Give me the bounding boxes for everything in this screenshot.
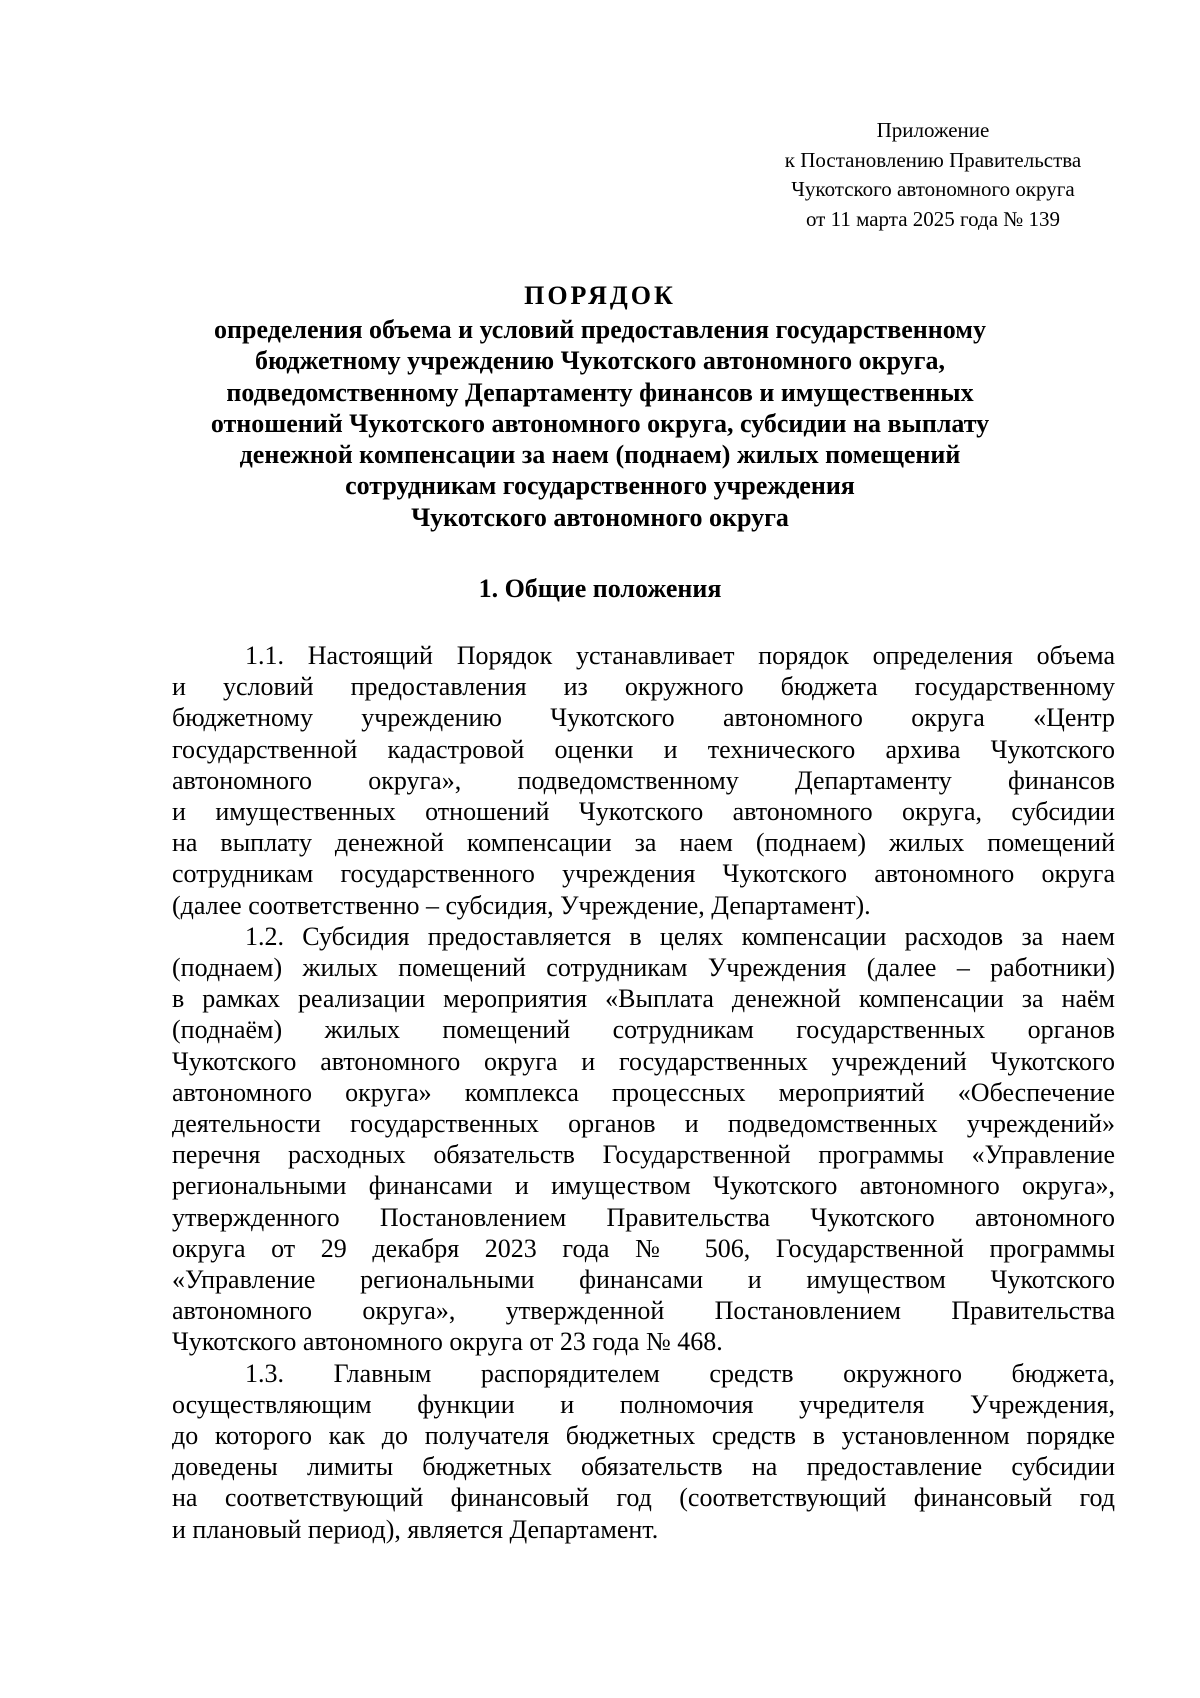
document-title: ПОРЯДОК [524, 281, 676, 310]
text-line: и плановый период), является Департамент. [172, 1514, 659, 1544]
text-line: деятельности государственных органов и подведомственных учреждений» [172, 1109, 1115, 1139]
appendix-line: Приложение [876, 118, 990, 142]
section-heading: 1. Общие положения [478, 574, 722, 603]
appendix-line: Чукотского автономного округа [791, 177, 1075, 201]
text-line: автономного округа» комплекса процессных мероприятий «Обеспечение [172, 1077, 1115, 1107]
text-line: перечня расходных обязательств Государственной программы «Управление [172, 1140, 1115, 1170]
subtitle-line: отношений Чукотского автономного округа, субсидии на выплату [210, 408, 990, 438]
text-line: на выплату денежной компенсации за наем (поднаем) жилых помещений [172, 828, 1115, 858]
text-line: автономного округа», подведомственному Департаменту финансов [172, 765, 1115, 795]
text-line: бюджетному учреждению Чукотского автономного округа «Центр [172, 703, 1115, 733]
section-body [172, 640, 1115, 1545]
paragraph-1-2 [172, 921, 1115, 1358]
text-line: доведены лимиты бюджетных обязательств на предоставление субсидии [172, 1452, 1115, 1482]
text-line: до которого как до получателя бюджетных средств в установленном порядке [172, 1421, 1115, 1451]
text-line: (далее соответственно – субсидия, Учреждение, Департамент). [172, 890, 871, 920]
text-line: региональными финансами и имуществом Чукотского автономного округа», [172, 1171, 1115, 1201]
appendix-line: к Постановлению Правительства [784, 147, 1082, 172]
text-line: государственной кадастровой оценки и технического архива Чукотского [172, 734, 1115, 764]
text-line: на соответствующий финансовый год (соответствующий финансовый год [172, 1483, 1115, 1513]
text-line: автономного округа», утвержденной Постановлением Правительства [172, 1296, 1115, 1326]
document-subtitle [100, 314, 1100, 533]
subtitle-line: бюджетному учреждению Чукотского автономного округа, [255, 346, 945, 376]
text-line: 1.2. Субсидия предоставляется в целях компенсации расходов за наем [245, 921, 1115, 951]
text-line: сотрудникам государственного учреждения Чукотского автономного округа [172, 859, 1115, 889]
text-line: в рамках реализации мероприятия «Выплата денежной компенсации за наём [172, 984, 1115, 1014]
text-line: утвержденного Постановлением Правительства Чукотского автономного [172, 1202, 1115, 1232]
subtitle-line: денежной компенсации за наем (поднаем) жилых помещений [239, 440, 961, 470]
text-line: Чукотского автономного округа и государственных учреждений Чукотского [172, 1046, 1115, 1076]
subtitle-line: подведомственному Департаменту финансов и имущественных [226, 377, 974, 407]
appendix-line: от 11 марта 2025 года № 139 [805, 206, 1061, 231]
text-line: (поднаём) жилых помещений сотрудникам государственных органов [172, 1015, 1115, 1045]
text-line: Чукотского автономного округа от 23 года № 468. [172, 1327, 723, 1357]
text-line: осуществляющим функции и полномочия учредителя Учреждения, [172, 1389, 1115, 1419]
text-line: и имущественных отношений Чукотского автономного округа, субсидии [172, 797, 1115, 827]
text-line: округа от 29 декабря 2023 года № 506, Государственной программы [172, 1233, 1115, 1263]
subtitle-line: Чукотского автономного округа [411, 502, 789, 532]
text-line: 1.1. Настоящий Порядок устанавливает порядок определения объема [245, 641, 1115, 670]
paragraph-1-3 [172, 1358, 1115, 1545]
text-line: (поднаем) жилых помещений сотрудникам Учреждения (далее – работники) [172, 953, 1115, 983]
paragraph-1-1 [172, 640, 1115, 921]
text-line: и условий предоставления из окружного бюджета государственному [172, 672, 1115, 702]
subtitle-line: определения объема и условий предоставления государственному [214, 315, 986, 344]
appendix-header [758, 116, 1108, 234]
title-block [100, 279, 1100, 533]
text-line: «Управление региональными финансами и имуществом Чукотского [172, 1265, 1115, 1295]
subtitle-line: сотрудникам государственного учреждения [345, 471, 855, 501]
text-line: 1.3. Главным распорядителем средств окружного бюджета, [245, 1358, 1115, 1388]
